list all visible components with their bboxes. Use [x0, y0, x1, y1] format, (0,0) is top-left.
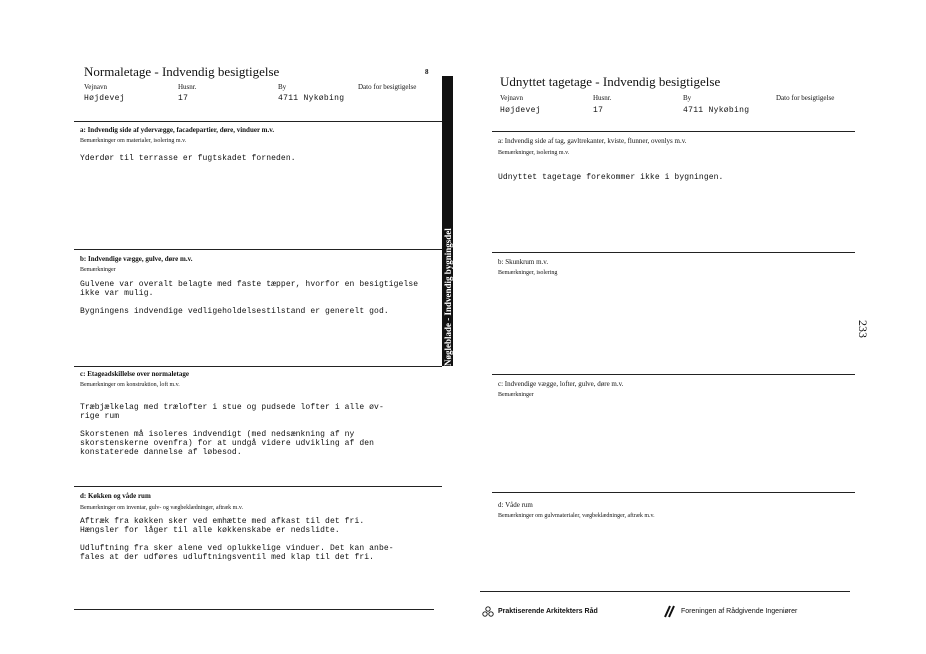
- left-header-house: Husnr.: [178, 83, 197, 91]
- right-header-house: Husnr.: [593, 94, 612, 102]
- right-header-city: By: [683, 94, 692, 102]
- book-page-number: 233: [856, 320, 870, 338]
- left-section-a-text: Yderdør til terrasse er fugtskadet forneden.: [80, 154, 296, 163]
- left-section-d-heading: d: Køkken og våde rum: [80, 492, 151, 500]
- left-bottom-rule: [74, 609, 434, 610]
- right-header-date: Dato for besigtigelse: [776, 94, 835, 102]
- right-section-a-sub: Bemærkninger, isolering m.v.: [498, 150, 570, 156]
- left-side-tab-label: Nøgleblade - Indvendig bygningsdel: [443, 228, 453, 366]
- left-header-street: Vejnavn: [84, 83, 107, 91]
- footer-org-2: Foreningen af Rådgivende Ingeniører: [681, 608, 798, 615]
- left-header-city: By: [278, 83, 287, 91]
- fri-logo-icon: [663, 604, 677, 618]
- right-page-title: Udnyttet tagetage - Indvendig besigtigelse: [500, 74, 721, 89]
- left-header-date: Dato for besigtigelse: [358, 83, 417, 91]
- left-divider-d: [74, 486, 442, 487]
- left-section-a-sub: Bemærkninger om materialer, isolering m.v.: [80, 138, 187, 144]
- right-value-city: 4711 Nykøbing: [683, 106, 750, 115]
- left-divider-b: [74, 249, 442, 250]
- left-divider-a: [74, 121, 442, 122]
- right-section-a-text: Udnyttet tagetage forekommer ikke i bygningen.: [498, 173, 724, 182]
- left-section-b-heading: b: Indvendige vægge, gulve, døre m.v.: [80, 255, 193, 263]
- right-section-b-heading: b: Skunkrum m.v.: [498, 258, 549, 266]
- right-bottom-rule: [480, 591, 850, 592]
- par-logo-icon: [482, 605, 494, 617]
- right-section-d-sub: Bemærkninger om gulvmaterialer, vægbeklædninger, aftræk m.v.: [498, 513, 655, 519]
- left-section-d-sub: Bemærkninger om inventar, gulv- og vægbeklædninger, aftræk m.v.: [80, 505, 243, 511]
- right-value-house: 17: [593, 106, 604, 115]
- right-header-street: Vejnavn: [500, 94, 523, 102]
- left-section-c-heading: c: Etageadskillelse over normaletage: [80, 370, 189, 378]
- left-side-tab: [442, 76, 453, 366]
- right-divider-b: [492, 252, 855, 253]
- left-section-b-text: Gulvene var overalt belagte med faste tæpper, hvorfor en besigtigelse ikke var mulig. Bygningens indvendige vedligeholdelsestilstand er generelt god.: [80, 280, 419, 316]
- right-value-street: Højdevej: [500, 106, 541, 115]
- right-section-c-sub: Bemærkninger: [498, 392, 534, 398]
- right-section-c-heading: c: Indvendige vægge, lofter, gulve, døre m.v.: [498, 380, 624, 388]
- right-section-a-heading: a: Indvendig side af tag, gavltrekanter, kviste, flunner, ovenlys m.v.: [498, 137, 687, 145]
- left-section-c-sub: Bemærkninger om konstruktion, loft m.v.: [80, 382, 180, 388]
- right-section-b-sub: Bemærkninger, isolering: [498, 270, 558, 276]
- right-divider-c: [492, 374, 855, 375]
- left-section-c-text: Træbjælkelag med trælofter i stue og pudsede lofter i alle øv- rige rum Skorstenen må isoleres indvendigt (med nedsænkning af ny skorstenskerne ovenfra) for at undgå videre udvikling af den konstaterede dannelse af løbesod.: [80, 403, 384, 457]
- left-page-number: 8: [425, 68, 429, 76]
- left-value-street: Højdevej: [84, 94, 125, 103]
- footer-org-1: Praktiserende Arkitekters Råd: [498, 608, 598, 615]
- left-section-d-text: Aftræk fra køkken sker ved emhætte med afkast til det fri. Hængsler for låger til alle køkkenskabe er nedslidte. Udluftning fra sker alene ved oplukkelige vinduer. Det kan anbe- fales at der udføres udluftningsventil med klap til det fri.: [80, 517, 394, 562]
- left-section-b-sub: Bemærkninger: [80, 267, 116, 273]
- right-section-d-heading: d: Våde rum: [498, 501, 533, 509]
- left-section-a-heading: a: Indvendig side af ydervægge, facadepartier, døre, vinduer m.v.: [80, 126, 275, 134]
- left-page-title: Normaletage - Indvendig besigtigelse: [84, 64, 280, 79]
- left-value-house: 17: [178, 94, 189, 103]
- left-value-city: 4711 Nykøbing: [278, 94, 345, 103]
- right-divider-d: [492, 492, 855, 493]
- left-divider-c: [74, 366, 442, 367]
- right-divider-a: [492, 131, 855, 132]
